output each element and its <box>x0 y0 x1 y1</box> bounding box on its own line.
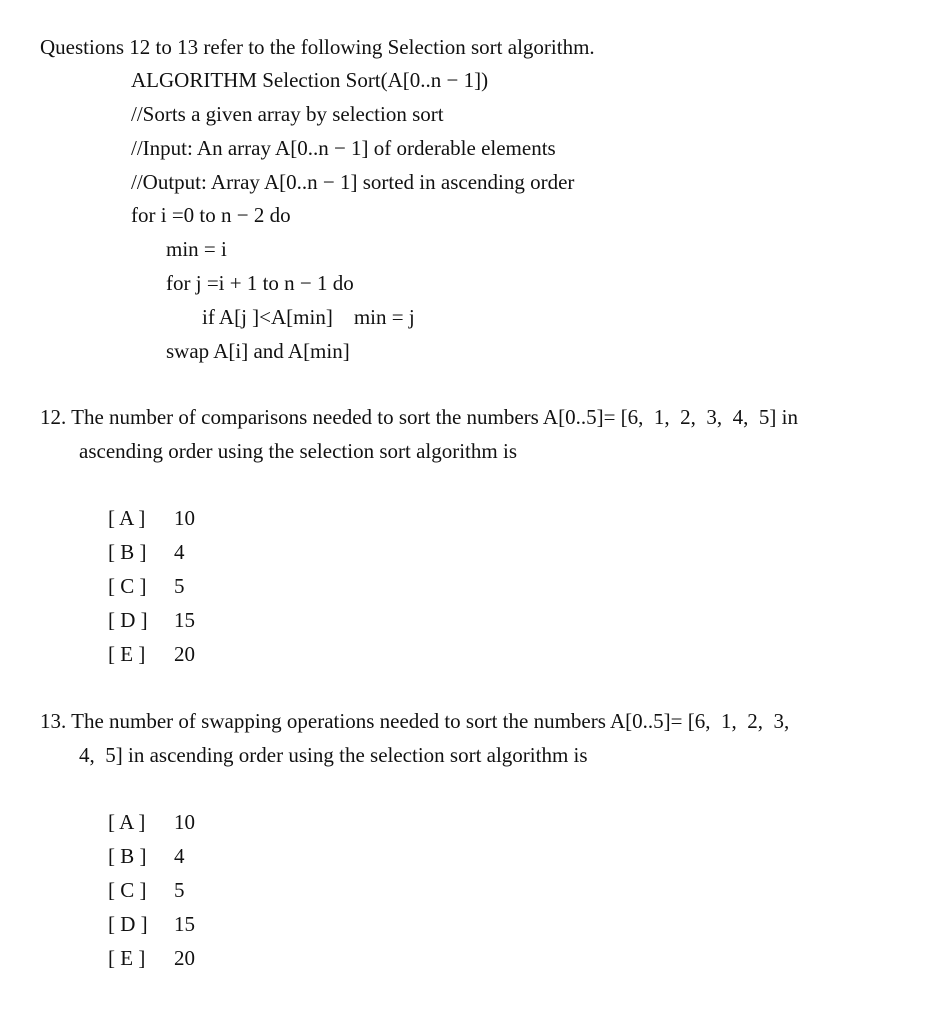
q13-choice-a <box>108 812 195 833</box>
choice-letter: [ C ] <box>108 878 147 902</box>
q13-choice-c <box>108 880 185 901</box>
choice-value: 4 <box>174 844 185 868</box>
choice-value: 5 <box>174 574 185 598</box>
algorithm-if-line: if A[j ]<A[min] min = j <box>202 305 415 329</box>
q12-choice-b <box>108 542 185 563</box>
q13-choice-d <box>108 914 195 935</box>
algorithm-comment-sorts: //Sorts a given array by selection sort <box>131 102 444 126</box>
algorithm-comment-input: //Input: An array A[0..n − 1] of orderable elements <box>131 136 556 160</box>
q13-choice-b <box>108 846 185 867</box>
choice-letter: [ A ] <box>108 810 146 834</box>
question-12-line-2: ascending order using the selection sort algorithm is <box>79 439 517 463</box>
question-12-line-1: 12. The number of comparisons needed to sort the numbers A[0..5]= [6, 1, 2, 3, 4, 5] in <box>40 405 798 429</box>
choice-letter: [ E ] <box>108 642 146 666</box>
choice-letter: [ B ] <box>108 540 147 564</box>
choice-value: 10 <box>174 810 195 834</box>
algorithm-min-assign: min = i <box>166 237 227 261</box>
choice-letter: [ D ] <box>108 608 148 632</box>
algorithm-title: ALGORITHM Selection Sort(A[0..n − 1]) <box>131 68 489 92</box>
choice-letter: [ A ] <box>108 506 146 530</box>
intro-text: Questions 12 to 13 refer to the following Selection sort algorithm. <box>40 35 595 59</box>
q12-choice-a <box>108 508 195 529</box>
choice-value: 20 <box>174 642 195 666</box>
choice-letter: [ C ] <box>108 574 147 598</box>
choice-letter: [ E ] <box>108 946 146 970</box>
question-13-line-2: 4, 5] in ascending order using the selection sort algorithm is <box>79 743 588 767</box>
q12-choice-c <box>108 576 185 597</box>
q12-choice-e <box>108 644 195 665</box>
algorithm-for-outer: for i =0 to n − 2 do <box>131 203 291 227</box>
choice-value: 5 <box>174 878 185 902</box>
algorithm-swap-line: swap A[i] and A[min] <box>166 339 350 363</box>
choice-value: 10 <box>174 506 195 530</box>
algorithm-comment-output: //Output: Array A[0..n − 1] sorted in ascending order <box>131 170 575 194</box>
algorithm-for-inner: for j =i + 1 to n − 1 do <box>166 271 354 295</box>
choice-value: 4 <box>174 540 185 564</box>
choice-letter: [ D ] <box>108 912 148 936</box>
question-13-line-1: 13. The number of swapping operations needed to sort the numbers A[0..5]= [6, 1, 2, 3, <box>40 709 790 733</box>
choice-value: 15 <box>174 912 195 936</box>
q13-choice-e <box>108 948 195 969</box>
choice-value: 15 <box>174 608 195 632</box>
choice-value: 20 <box>174 946 195 970</box>
q12-choice-d <box>108 610 195 631</box>
choice-letter: [ B ] <box>108 844 147 868</box>
